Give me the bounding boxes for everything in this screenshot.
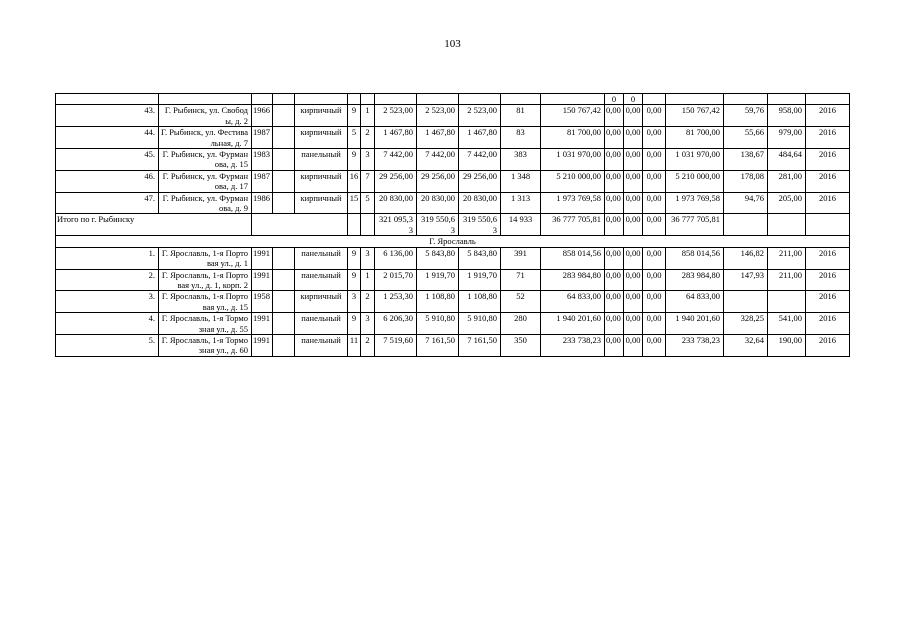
cell-f3: 0,00 (643, 313, 666, 335)
cell-no: 2. (56, 269, 159, 291)
table-row (56, 149, 850, 171)
cell-f1: 0,00 (605, 269, 624, 291)
cell-area-a: 1 467,80 (375, 127, 417, 149)
cell-limit: 979,00 (768, 127, 806, 149)
cell-plan-year: 2016 (806, 105, 850, 127)
cell-residents: 83 (501, 127, 541, 149)
cell-f1: 0,00 (605, 149, 624, 171)
cell-material: панельный (295, 313, 348, 335)
cell-year: 1986 (252, 192, 273, 214)
table-row (56, 247, 850, 269)
cell-limit: 484,64 (768, 149, 806, 171)
cell-floors: 9 (348, 313, 361, 335)
cell-year: 1991 (252, 247, 273, 269)
cell-limit: 211,00 (768, 269, 806, 291)
cell-area-b: 1 108,80 (417, 291, 459, 313)
cell-area-a: 7 442,00 (375, 149, 417, 171)
cell-total: 64 833,00 (666, 291, 724, 313)
cell-area-c: 1 108,80 (459, 291, 501, 313)
cell-f2: 0,00 (624, 170, 643, 192)
cell-area-a: 1 253,30 (375, 291, 417, 313)
cell-limit: 205,00 (768, 192, 806, 214)
cell-unit-cost: 32,64 (724, 334, 768, 356)
cell-plan-year: 2016 (806, 269, 850, 291)
cell-plan-year: 2016 (806, 149, 850, 171)
cell-entrances: 2 (361, 127, 375, 149)
housing-register-table (55, 93, 850, 357)
cell-year: 1958 (252, 291, 273, 313)
page-number: 103 (444, 38, 461, 50)
cell-address: Г. Рыбинск, ул. Фурманова, д. 15 (159, 149, 252, 171)
table-row (56, 127, 850, 149)
cell-plan-year: 2016 (806, 291, 850, 313)
cell-f1: 0,00 (605, 127, 624, 149)
cell-no: 1. (56, 247, 159, 269)
cell-f2: 0,00 (624, 291, 643, 313)
cell-residents: 280 (501, 313, 541, 335)
subtotal-area-c: 319 550,63 (459, 214, 501, 236)
cell-unit-cost: 147,93 (724, 269, 768, 291)
empty-cell (273, 192, 295, 214)
cell-floors: 5 (348, 127, 361, 149)
cell-entrances: 7 (361, 170, 375, 192)
cell-total: 5 210 000,00 (666, 170, 724, 192)
cell-area-b: 7 161,50 (417, 334, 459, 356)
cell-area-b: 7 442,00 (417, 149, 459, 171)
cell-year: 1983 (252, 149, 273, 171)
cell-area-c: 2 523,00 (459, 105, 501, 127)
cell-no: 47. (56, 192, 159, 214)
cell-limit: 281,00 (768, 170, 806, 192)
subtotal-area-a: 321 095,33 (375, 214, 417, 236)
cell-floors: 15 (348, 192, 361, 214)
cell-area-b: 2 523,00 (417, 105, 459, 127)
empty-cell (273, 170, 295, 192)
cell-area-b: 20 830,00 (417, 192, 459, 214)
cell-f3: 0,00 (643, 149, 666, 171)
cell-material: панельный (295, 247, 348, 269)
cell-total: 150 767,42 (666, 105, 724, 127)
cell-no: 43. (56, 105, 159, 127)
stub-cell: 0 (624, 94, 643, 105)
cell-area-c: 7 161,50 (459, 334, 501, 356)
cell-residents: 1 348 (501, 170, 541, 192)
cell-area-c: 29 256,00 (459, 170, 501, 192)
cell-floors: 16 (348, 170, 361, 192)
cell-year: 1987 (252, 170, 273, 192)
cell-f1: 0,00 (605, 291, 624, 313)
cell-cost: 283 984,80 (541, 269, 605, 291)
cell-residents: 350 (501, 334, 541, 356)
cell-f1: 0,00 (605, 105, 624, 127)
cell-entrances: 3 (361, 313, 375, 335)
cell-plan-year: 2016 (806, 170, 850, 192)
cell-area-a: 29 256,00 (375, 170, 417, 192)
subtotal-f2: 0,00 (624, 214, 643, 236)
cell-total: 1 973 769,58 (666, 192, 724, 214)
cell-address: Г. Ярославль, 1-я Портовая ул., д. 1, корп. 2 (159, 269, 252, 291)
subtotal-cost: 36 777 705,81 (541, 214, 605, 236)
cell-year: 1991 (252, 334, 273, 356)
cell-year: 1991 (252, 269, 273, 291)
cell-f2: 0,00 (624, 313, 643, 335)
cell-f1: 0,00 (605, 247, 624, 269)
subtotal-row (56, 214, 850, 236)
cell-cost: 81 700,00 (541, 127, 605, 149)
cell-area-b: 1 467,80 (417, 127, 459, 149)
cell-plan-year: 2016 (806, 313, 850, 335)
table-row (56, 170, 850, 192)
cell-f3: 0,00 (643, 269, 666, 291)
empty-cell (361, 214, 375, 236)
cell-no: 4. (56, 313, 159, 335)
cell-area-a: 20 830,00 (375, 192, 417, 214)
table-row (56, 105, 850, 127)
cell-floors: 9 (348, 149, 361, 171)
cell-area-c: 1 467,80 (459, 127, 501, 149)
cell-unit-cost: 59,76 (724, 105, 768, 127)
cell-total: 283 984,80 (666, 269, 724, 291)
cell-address: Г. Ярославль, 1-я Тормозная ул., д. 60 (159, 334, 252, 356)
cell-entrances: 3 (361, 247, 375, 269)
cell-f1: 0,00 (605, 170, 624, 192)
cell-cost: 1 940 201,60 (541, 313, 605, 335)
empty-cell (806, 214, 850, 236)
cell-unit-cost: 94,76 (724, 192, 768, 214)
cell-total: 233 738,23 (666, 334, 724, 356)
cell-address: Г. Рыбинск, ул. Фестивальная, д. 7 (159, 127, 252, 149)
cell-cost: 858 014,56 (541, 247, 605, 269)
cell-material: кирпичный (295, 291, 348, 313)
cell-area-a: 7 519,60 (375, 334, 417, 356)
cell-floors: 9 (348, 247, 361, 269)
cell-f2: 0,00 (624, 334, 643, 356)
cell-f3: 0,00 (643, 247, 666, 269)
cell-plan-year: 2016 (806, 127, 850, 149)
cell-material: кирпичный (295, 105, 348, 127)
empty-cell (273, 247, 295, 269)
section-title: Г. Ярославль (56, 236, 850, 247)
table-row (56, 269, 850, 291)
cell-material: панельный (295, 269, 348, 291)
cell-f3: 0,00 (643, 127, 666, 149)
cell-entrances: 2 (361, 291, 375, 313)
cell-f1: 0,00 (605, 313, 624, 335)
empty-cell (273, 149, 295, 171)
cell-area-a: 6 136,00 (375, 247, 417, 269)
cell-limit (768, 291, 806, 313)
cell-residents: 391 (501, 247, 541, 269)
cell-area-b: 29 256,00 (417, 170, 459, 192)
cell-residents: 71 (501, 269, 541, 291)
cell-area-c: 5 910,80 (459, 313, 501, 335)
cell-address: Г. Ярославль, 1-я Портовая ул., д. 15 (159, 291, 252, 313)
stub-cell: 0 (605, 94, 624, 105)
cell-area-c: 7 442,00 (459, 149, 501, 171)
cell-address: Г. Ярославль, 1-я Тормозная ул., д. 55 (159, 313, 252, 335)
empty-cell (768, 214, 806, 236)
cell-address: Г. Рыбинск, ул. Свободы, д. 2 (159, 105, 252, 127)
cell-unit-cost: 178,08 (724, 170, 768, 192)
empty-cell (273, 105, 295, 127)
cell-total: 1 940 201,60 (666, 313, 724, 335)
cell-limit: 190,00 (768, 334, 806, 356)
empty-cell (273, 127, 295, 149)
subtotal-total: 36 777 705,81 (666, 214, 724, 236)
subtotal-f1: 0,00 (605, 214, 624, 236)
cell-total: 858 014,56 (666, 247, 724, 269)
cell-area-a: 6 206,30 (375, 313, 417, 335)
cell-area-c: 20 830,00 (459, 192, 501, 214)
table-row (56, 291, 850, 313)
cell-area-c: 1 919,70 (459, 269, 501, 291)
cell-f3: 0,00 (643, 170, 666, 192)
cell-cost: 64 833,00 (541, 291, 605, 313)
cell-f1: 0,00 (605, 334, 624, 356)
cell-no: 46. (56, 170, 159, 192)
cell-area-b: 1 919,70 (417, 269, 459, 291)
empty-cell (252, 214, 348, 236)
cell-f2: 0,00 (624, 269, 643, 291)
cell-no: 45. (56, 149, 159, 171)
cell-material: кирпичный (295, 170, 348, 192)
cell-cost: 233 738,23 (541, 334, 605, 356)
cell-cost: 150 767,42 (541, 105, 605, 127)
cell-no: 5. (56, 334, 159, 356)
cell-unit-cost: 146,82 (724, 247, 768, 269)
cell-limit: 958,00 (768, 105, 806, 127)
cell-plan-year: 2016 (806, 334, 850, 356)
cell-limit: 541,00 (768, 313, 806, 335)
cell-address: Г. Рыбинск, ул. Фурманова, д. 17 (159, 170, 252, 192)
subtotal-area-b: 319 550,63 (417, 214, 459, 236)
cell-f2: 0,00 (624, 127, 643, 149)
subtotal-f3: 0,00 (643, 214, 666, 236)
section-header-row (56, 236, 850, 247)
cell-area-b: 5 910,80 (417, 313, 459, 335)
cell-entrances: 1 (361, 105, 375, 127)
cell-entrances: 3 (361, 149, 375, 171)
cell-f3: 0,00 (643, 192, 666, 214)
cell-f3: 0,00 (643, 105, 666, 127)
cell-year: 1991 (252, 313, 273, 335)
cell-area-a: 2 523,00 (375, 105, 417, 127)
cell-plan-year: 2016 (806, 247, 850, 269)
empty-cell (273, 313, 295, 335)
cell-address: Г. Рыбинск, ул. Фурманова, д. 9 (159, 192, 252, 214)
cell-entrances: 1 (361, 269, 375, 291)
cell-no: 3. (56, 291, 159, 313)
cell-year: 1966 (252, 105, 273, 127)
cell-material: панельный (295, 149, 348, 171)
cell-year: 1987 (252, 127, 273, 149)
top-stub-row (56, 94, 850, 105)
cell-floors: 9 (348, 105, 361, 127)
cell-f2: 0,00 (624, 105, 643, 127)
cell-total: 1 031 970,00 (666, 149, 724, 171)
table-row (56, 313, 850, 335)
cell-f1: 0,00 (605, 192, 624, 214)
cell-entrances: 2 (361, 334, 375, 356)
cell-residents: 1 313 (501, 192, 541, 214)
cell-plan-year: 2016 (806, 192, 850, 214)
cell-no: 44. (56, 127, 159, 149)
cell-f3: 0,00 (643, 334, 666, 356)
table-row (56, 192, 850, 214)
cell-floors: 3 (348, 291, 361, 313)
cell-f3: 0,00 (643, 291, 666, 313)
empty-cell (348, 214, 361, 236)
table-row (56, 334, 850, 356)
cell-cost: 5 210 000,00 (541, 170, 605, 192)
cell-unit-cost: 328,25 (724, 313, 768, 335)
cell-area-a: 2 015,70 (375, 269, 417, 291)
cell-residents: 383 (501, 149, 541, 171)
cell-floors: 9 (348, 269, 361, 291)
empty-cell (273, 269, 295, 291)
cell-material: кирпичный (295, 127, 348, 149)
cell-total: 81 700,00 (666, 127, 724, 149)
cell-area-c: 5 843,80 (459, 247, 501, 269)
cell-address: Г. Ярославль, 1-я Портовая ул., д. 1 (159, 247, 252, 269)
subtotal-residents: 14 933 (501, 214, 541, 236)
cell-unit-cost: 55,66 (724, 127, 768, 149)
cell-area-b: 5 843,80 (417, 247, 459, 269)
cell-f2: 0,00 (624, 247, 643, 269)
empty-cell (273, 334, 295, 356)
subtotal-label: Итого по г. Рыбинску (56, 214, 252, 236)
cell-entrances: 5 (361, 192, 375, 214)
cell-limit: 211,00 (768, 247, 806, 269)
cell-unit-cost: 138,67 (724, 149, 768, 171)
empty-cell (273, 291, 295, 313)
cell-residents: 52 (501, 291, 541, 313)
cell-f2: 0,00 (624, 149, 643, 171)
cell-material: панельный (295, 334, 348, 356)
cell-residents: 81 (501, 105, 541, 127)
cell-material: кирпичный (295, 192, 348, 214)
cell-unit-cost (724, 291, 768, 313)
empty-cell (724, 214, 768, 236)
cell-cost: 1 031 970,00 (541, 149, 605, 171)
cell-cost: 1 973 769,58 (541, 192, 605, 214)
cell-floors: 11 (348, 334, 361, 356)
cell-f2: 0,00 (624, 192, 643, 214)
